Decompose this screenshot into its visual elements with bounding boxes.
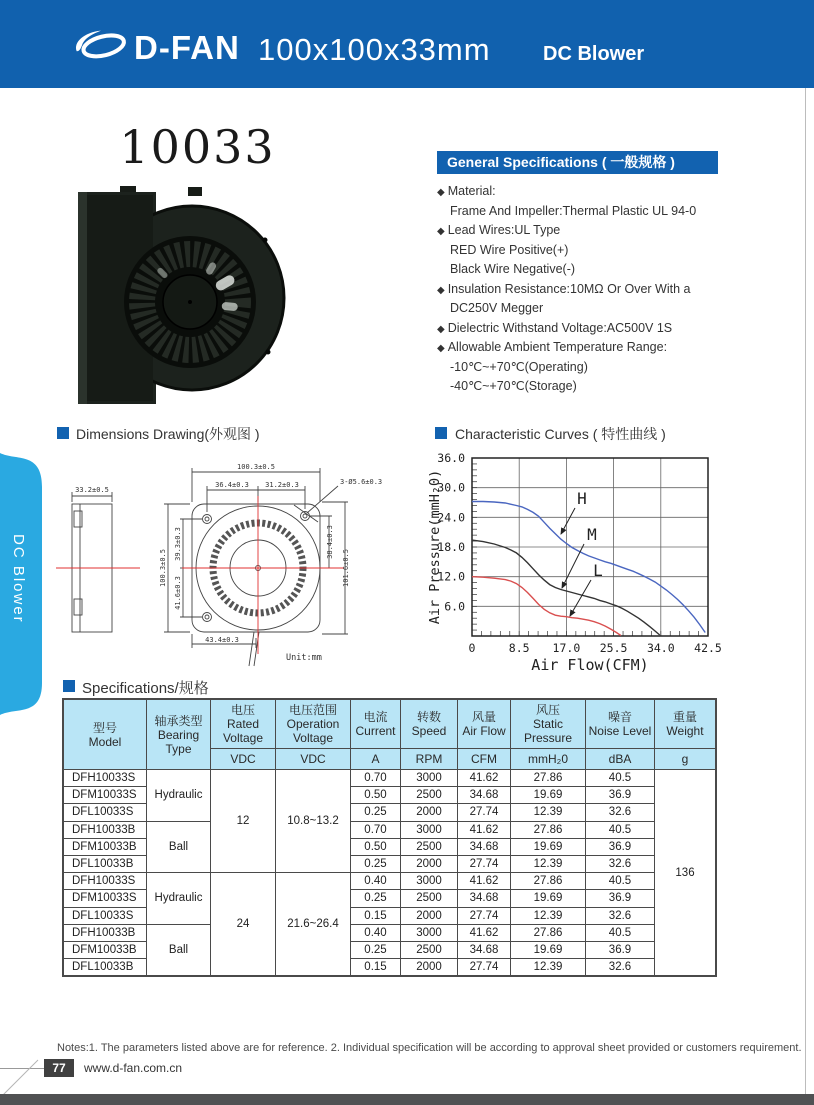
- spec-item-continuation: [437, 260, 767, 280]
- diamond-bullet-icon: ◆: [437, 226, 445, 237]
- air-flow-cell: 34.68: [458, 838, 511, 855]
- noise-cell: 32.6: [586, 804, 655, 821]
- brand-logo-icon: [72, 27, 130, 63]
- model-cell: DFH10033B: [64, 821, 147, 838]
- characteristic-curves-chart: [425, 448, 814, 676]
- current-cell: 0.50: [351, 787, 401, 804]
- dim-label: 3-Ø5.6±0.3: [340, 478, 383, 486]
- spec-item-text: RED Wire Positive(+): [450, 242, 569, 257]
- table-row: [64, 873, 716, 890]
- header-bar: [0, 0, 814, 88]
- static-pressure-cell: 19.69: [511, 787, 586, 804]
- model-cell: DFM10033S: [64, 890, 147, 907]
- col-header-static-pressure: 风压 Static Pressure: [511, 700, 586, 749]
- air-flow-cell: 34.68: [458, 890, 511, 907]
- dim-label: 101.6±0.5: [342, 549, 350, 587]
- rated-voltage-cell: 24: [211, 873, 276, 976]
- current-cell: 0.25: [351, 890, 401, 907]
- spec-item-continuation: [437, 377, 767, 397]
- curve-label-l: L: [593, 561, 603, 580]
- spec-item-text: Black Wire Negative(-): [450, 262, 576, 276]
- dim-label: 36.4±0.3: [215, 481, 249, 489]
- speed-cell: 2500: [401, 890, 458, 907]
- table-row: [64, 770, 716, 787]
- air-flow-cell: 41.62: [458, 770, 511, 787]
- svg-text:12.0: 12.0: [437, 569, 465, 584]
- noise-cell: 32.6: [586, 855, 655, 872]
- page-number-badge: 77: [44, 1059, 74, 1077]
- air-flow-cell: 34.68: [458, 787, 511, 804]
- svg-text:24.0: 24.0: [437, 510, 465, 525]
- static-pressure-cell: 27.86: [511, 873, 586, 890]
- dim-label: 39.3±0.3: [174, 527, 182, 561]
- col-header-current: 电流 Current: [351, 700, 401, 749]
- spec-item-continuation: [437, 358, 767, 378]
- air-flow-cell: 41.62: [458, 924, 511, 941]
- size-title: 100x100x33mm: [258, 32, 491, 67]
- website-link[interactable]: www.d-fan.com.cn: [84, 1061, 183, 1075]
- spec-item-text: Material:: [447, 184, 496, 198]
- noise-cell: 40.5: [586, 770, 655, 787]
- curve-h: [472, 502, 705, 633]
- dim-label: 33.2±0.5: [75, 486, 109, 494]
- spec-item-text: -10℃~+70℃(Operating): [450, 359, 588, 374]
- section-title-curves: Characteristic Curves ( 特性曲线 ): [455, 426, 666, 442]
- spec-item: [437, 280, 767, 300]
- model-cell: DFH10033S: [64, 770, 147, 787]
- air-flow-cell: 27.74: [458, 959, 511, 976]
- x-axis-label: Air Flow(CFM): [531, 656, 649, 674]
- static-pressure-cell: 27.86: [511, 924, 586, 941]
- svg-text:17.0: 17.0: [552, 641, 581, 655]
- spec-item-text: Allowable Ambient Temperature Range:: [447, 340, 668, 354]
- air-flow-cell: 27.74: [458, 907, 511, 924]
- dim-label: 100.3±0.5: [159, 549, 167, 587]
- spec-item-text: Dielectric Withstand Voltage:AC500V 1S: [447, 320, 673, 335]
- col-header-operation-voltage: 电压范围 Operation Voltage: [276, 700, 351, 749]
- air-flow-cell: 27.74: [458, 804, 511, 821]
- noise-cell: 36.9: [586, 787, 655, 804]
- air-flow-cell: 41.62: [458, 873, 511, 890]
- noise-cell: 36.9: [586, 941, 655, 958]
- curve-label-h: H: [577, 489, 587, 508]
- unit-note: Unit:mm: [286, 653, 322, 663]
- model-cell: DFM10033B: [64, 838, 147, 855]
- static-pressure-cell: 19.69: [511, 838, 586, 855]
- spec-item: [437, 182, 767, 202]
- diamond-bullet-icon: ◆: [437, 187, 445, 198]
- col-header-rated-voltage: 电压 Rated Voltage: [211, 700, 276, 749]
- bottom-bar: [0, 1094, 814, 1105]
- spec-item-continuation: [437, 202, 767, 222]
- spec-item-text: DC250V Megger: [450, 301, 544, 315]
- spec-item-text: Lead Wires:UL Type: [447, 223, 561, 237]
- svg-text:42.5: 42.5: [694, 641, 722, 655]
- svg-text:36.0: 36.0: [437, 451, 465, 465]
- current-cell: 0.40: [351, 924, 401, 941]
- general-specs-header: General Specifications ( 一般规格 ): [437, 151, 718, 174]
- spec-item: [437, 319, 767, 339]
- speed-cell: 3000: [401, 924, 458, 941]
- specifications-table: [63, 699, 716, 976]
- model-cell: DFH10033B: [64, 924, 147, 941]
- speed-cell: 2000: [401, 907, 458, 924]
- section-title-specifications: Specifications/规格: [82, 680, 209, 697]
- unit-cell: g: [655, 749, 716, 770]
- diamond-bullet-icon: ◆: [437, 343, 445, 354]
- spec-item: [437, 338, 767, 358]
- dim-label: 38.4±0.3: [326, 525, 334, 559]
- model-cell: DFM10033S: [64, 787, 147, 804]
- current-cell: 0.25: [351, 941, 401, 958]
- spec-item-continuation: [437, 241, 767, 261]
- speed-cell: 2000: [401, 959, 458, 976]
- brand-name: D-FAN: [134, 29, 240, 66]
- notes-text: Notes:1. The parameters listed above are for reference. 2. Individual specification will be according to approval sheet provided or customers requirement.: [57, 1042, 802, 1054]
- section-title-dimensions: Dimensions Drawing(外观图 ): [76, 426, 260, 442]
- bearing-cell: Hydraulic: [147, 770, 211, 822]
- diamond-bullet-icon: ◆: [437, 323, 445, 335]
- svg-text:18.0: 18.0: [437, 540, 465, 554]
- bearing-cell: Ball: [147, 821, 211, 873]
- noise-cell: 40.5: [586, 821, 655, 838]
- unit-cell: RPM: [401, 749, 458, 770]
- current-cell: 0.70: [351, 821, 401, 838]
- spec-item-text: Insulation Resistance:10MΩ Or Over With a: [447, 281, 691, 296]
- static-pressure-cell: 19.69: [511, 941, 586, 958]
- current-cell: 0.15: [351, 907, 401, 924]
- model-cell: DFM10033B: [64, 941, 147, 958]
- dim-label: 100.3±0.5: [237, 463, 275, 471]
- static-pressure-cell: 12.39: [511, 855, 586, 872]
- unit-cell: VDC: [276, 749, 351, 770]
- bearing-cell: Ball: [147, 924, 211, 976]
- dim-label: 41.6±0.3: [174, 576, 182, 610]
- model-title: 10033: [119, 120, 276, 174]
- air-flow-cell: 34.68: [458, 941, 511, 958]
- current-cell: 0.15: [351, 959, 401, 976]
- table-row: [64, 924, 716, 941]
- svg-text:30.0: 30.0: [437, 480, 465, 495]
- current-cell: 0.25: [351, 804, 401, 821]
- operation-voltage-cell: 10.8~13.2: [276, 770, 351, 873]
- static-pressure-cell: 19.69: [511, 890, 586, 907]
- corner-decoration: [0, 1058, 40, 1098]
- general-specs-list: [437, 182, 767, 397]
- unit-cell: dBA: [586, 749, 655, 770]
- noise-cell: 40.5: [586, 924, 655, 941]
- speed-cell: 3000: [401, 821, 458, 838]
- model-cell: DFL10033B: [64, 959, 147, 976]
- speed-cell: 2000: [401, 855, 458, 872]
- current-cell: 0.40: [351, 873, 401, 890]
- weight-cell: 136: [655, 770, 716, 976]
- operation-voltage-cell: 21.6~26.4: [276, 873, 351, 976]
- model-cell: DFL10033S: [64, 907, 147, 924]
- page-edge-line: [805, 88, 806, 1094]
- model-cell: DFL10033B: [64, 855, 147, 872]
- curve-label-m: M: [587, 525, 597, 544]
- col-header-bearing: 轴承类型 Bearing Type: [147, 700, 211, 770]
- svg-text:34.0: 34.0: [646, 641, 675, 655]
- col-header-speed: 转数 Speed: [401, 700, 458, 749]
- product-photo: [62, 178, 290, 418]
- speed-cell: 2000: [401, 804, 458, 821]
- dimensions-drawing: [42, 452, 422, 670]
- col-header-air-flow: 风量 Air Flow: [458, 700, 511, 749]
- section-marker-icon: [63, 680, 75, 692]
- static-pressure-cell: 12.39: [511, 907, 586, 924]
- current-cell: 0.25: [351, 855, 401, 872]
- y-axis-label: Air Pressure(mmH₂0): [427, 469, 443, 625]
- spec-item: [437, 221, 767, 241]
- spec-item-continuation: [437, 299, 767, 319]
- col-header-model: 型号 Model: [64, 700, 147, 770]
- current-cell: 0.70: [351, 770, 401, 787]
- svg-text:25.5: 25.5: [599, 641, 628, 655]
- current-cell: 0.50: [351, 838, 401, 855]
- model-cell: DFL10033S: [64, 804, 147, 821]
- section-marker-icon: [435, 427, 447, 439]
- noise-cell: 32.6: [586, 907, 655, 924]
- speed-cell: 3000: [401, 770, 458, 787]
- noise-cell: 36.9: [586, 890, 655, 907]
- static-pressure-cell: 12.39: [511, 804, 586, 821]
- speed-cell: 2500: [401, 941, 458, 958]
- air-flow-cell: 41.62: [458, 821, 511, 838]
- side-tab-label: DC Blower: [10, 534, 27, 624]
- static-pressure-cell: 27.86: [511, 821, 586, 838]
- col-header-noise: 噪音 Noise Level: [586, 700, 655, 749]
- svg-text:6.0: 6.0: [444, 599, 465, 614]
- speed-cell: 2500: [401, 787, 458, 804]
- svg-text:0: 0: [468, 641, 476, 655]
- product-type: DC Blower: [543, 43, 645, 65]
- air-flow-cell: 27.74: [458, 855, 511, 872]
- diamond-bullet-icon: ◆: [437, 284, 445, 296]
- spec-item-text: Frame And Impeller:Thermal Plastic UL 94-0: [450, 203, 697, 218]
- rated-voltage-cell: 12: [211, 770, 276, 873]
- speed-cell: 3000: [401, 873, 458, 890]
- curve-m: [472, 540, 660, 635]
- unit-cell: mmH₂0: [511, 749, 586, 770]
- noise-cell: 32.6: [586, 959, 655, 976]
- unit-cell: VDC: [211, 749, 276, 770]
- noise-cell: 36.9: [586, 838, 655, 855]
- speed-cell: 2500: [401, 838, 458, 855]
- unit-cell: CFM: [458, 749, 511, 770]
- svg-text:8.5: 8.5: [508, 641, 530, 655]
- spec-item-text: -40℃~+70℃(Storage): [450, 379, 577, 393]
- model-cell: DFH10033S: [64, 873, 147, 890]
- col-header-weight: 重量 Weight: [655, 700, 716, 749]
- unit-cell: A: [351, 749, 401, 770]
- bearing-cell: Hydraulic: [147, 873, 211, 925]
- dim-label: 43.4±0.3: [205, 636, 239, 644]
- section-marker-icon: [57, 427, 69, 439]
- static-pressure-cell: 12.39: [511, 959, 586, 976]
- table-row: [64, 821, 716, 838]
- dim-label: 31.2±0.3: [265, 481, 299, 489]
- static-pressure-cell: 27.86: [511, 770, 586, 787]
- noise-cell: 40.5: [586, 873, 655, 890]
